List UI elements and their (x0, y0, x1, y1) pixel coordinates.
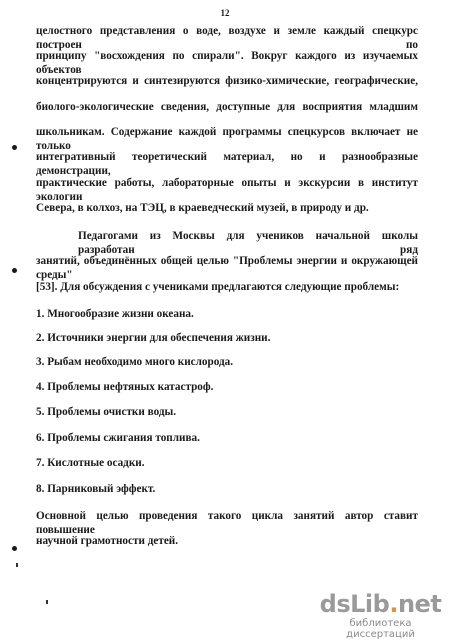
list-item-2: 2. Источники энергии для обеспечения жизни. (36, 332, 271, 344)
watermark (318, 590, 443, 640)
paragraph-1-line-4: биолого-экологические сведения, доступные для восприятия младшим (36, 101, 418, 113)
page-number: 12 (220, 8, 230, 18)
list-item-7: 7. Кислотные осадки. (36, 457, 145, 469)
paragraph-1-line-7: практические работы, лабораторные опыты и экскурсии в институт экологии (36, 177, 418, 203)
margin-tick-1 (16, 563, 18, 567)
list-item-5: 5. Проблемы очистки воды. (36, 406, 177, 418)
paragraph-1-line-2: принципу "восхождения по спирали". Вокруг каждого из изучаемых объектов (36, 50, 418, 76)
list-item-1: 1. Многообразие жизни океана. (36, 308, 194, 320)
paragraph-1-line-5: школьникам. Содержание каждой программы спецкурсов включает не только (36, 126, 418, 152)
margin-mark-2 (12, 268, 17, 273)
paragraph-1-line-6: интегративный теоретический материал, но и разнообразные демонстрации, (36, 151, 418, 177)
list-item-8: 8. Парниковый эффект. (36, 483, 156, 495)
paragraph-2-line-3: [53]. Для обсуждения с учениками предлагаются следующие проблемы: (36, 281, 400, 293)
paragraph-1-line-3: концентрируются и синтезируются физико-химические, географические, (36, 75, 418, 87)
watermark-logo: dsLib.net (319, 590, 442, 618)
margin-tick-2 (46, 600, 48, 604)
paragraph-1-line-1: целостного представления о воде, воздухе и земле каждый спецкурс построен по (36, 25, 418, 51)
list-item-3: 3. Рыбам необходимо много кислорода. (36, 356, 234, 368)
paragraph-1-line-8: Севера, в колхоз, на ТЭЦ, в краеведческий музей, в природу и др. (36, 202, 369, 214)
margin-mark-3 (12, 546, 17, 551)
list-item-6: 6. Проблемы сжигания топлива. (36, 432, 200, 444)
paragraph-3-line-2: научной грамотности детей. (36, 535, 179, 547)
paragraph-2-line-1: Педагогами из Москвы для учеников начальной школы разработан ряд (78, 230, 418, 256)
paragraph-2-line-2: занятий, объединённых общей целью "Проблемы энергии и окружающей среды" (36, 255, 418, 281)
watermark-subtitle: библиотека диссертаций (346, 618, 415, 640)
list-item-4: 4. Проблемы нефтяных катастроф. (36, 381, 214, 393)
paragraph-3-line-1: Основной целью проведения такого цикла занятий автор ставит повышение (36, 510, 418, 536)
margin-mark-1 (12, 145, 17, 150)
